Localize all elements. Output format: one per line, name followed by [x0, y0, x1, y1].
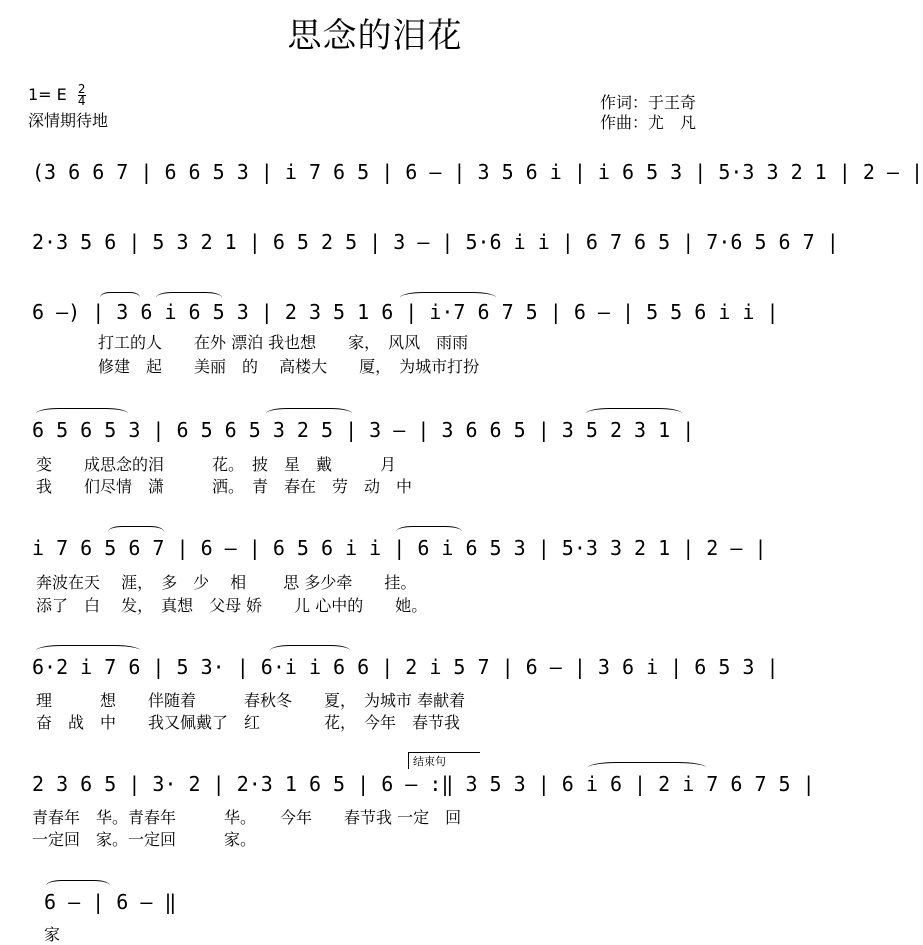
- slur: [36, 645, 140, 656]
- song-title: 思念的泪花: [287, 16, 463, 56]
- time-bottom: 4: [77, 94, 86, 108]
- score-row-4-lyrics-2: 我 们尽情 潇 洒。 青 春在 劳 动 中: [36, 477, 413, 496]
- score-row-6-lyrics-2: 奋 战 中 我又佩戴了 红 花， 今年 春节我: [36, 713, 461, 732]
- score-row-5-notes: i 7 6 5 6 7 | 6 – | 6 5 6 i i | 6 i 6 5 3 | 5·3 3 2 1 | 2 – |: [32, 536, 767, 560]
- tempo-expression: 深情期待地: [28, 111, 109, 130]
- time-signature: [78, 84, 86, 107]
- score-row-5-lyrics-1: 奔波在天 涯， 多 少 相 思 多少牵 挂。: [36, 573, 417, 592]
- score-row-5-lyrics-2: 添了 白 发， 真想 父母 娇 儿 心中的 她。: [36, 596, 428, 615]
- slur: [588, 762, 706, 773]
- slur: [108, 526, 164, 537]
- slur: [270, 645, 350, 656]
- composer: 作曲：尤 凡: [600, 113, 697, 132]
- slur: [100, 292, 140, 303]
- time-top: 2: [77, 82, 86, 96]
- slur: [400, 292, 496, 303]
- slur: [266, 408, 352, 419]
- score-row-2-notes: 2·3 5 6 | 5 3 2 1 | 6 5 2 5 | 3 – | 5·6 i i | 6 7 6 5 | 7·6 5 6 7 |: [32, 230, 839, 254]
- score-row-7-notes: 2 3 6 5 | 3· 2 | 2·3 1 6 5 | 6 – :‖ 3 5 3 | 6 i 6 | 2 i 7 6 7 5 |: [32, 772, 815, 796]
- slur: [36, 408, 128, 419]
- score-row-3-notes: 6 –) | 3 6 i 6 5 3 | 2 3 5 1 6 | i·7 6 7 5 | 6 – | 5 5 6 i i |: [32, 300, 779, 324]
- score-row-6-lyrics-1: 理 想 伴随着 春秋冬 夏， 为城市 奉献着: [36, 691, 466, 710]
- slur: [46, 880, 110, 891]
- score-row-4-notes: 6 5 6 5 3 | 6 5 6 5 3 2 5 | 3 – | 3 6 6 5 | 3 5 2 3 1 |: [32, 418, 695, 442]
- slur: [396, 526, 462, 537]
- score-row-3-lyrics-1: 打工的人 在外 漂泊 我也想 家， 风风 雨雨: [98, 333, 469, 352]
- score-row-6-notes: 6·2 i 7 6 | 5 3· | 6·i i 6 6 | 2 i 5 7 | 6 – | 3 6 i | 6 5 3 |: [32, 655, 779, 679]
- score-row-4-lyrics-1: 变 成思念的泪 花。 披 星 戴 月: [36, 455, 397, 474]
- score-row-8-notes: 6 – | 6 – ‖: [44, 890, 177, 914]
- key-signature: [28, 84, 86, 107]
- ending-bracket: 结束句: [408, 752, 480, 769]
- score-row-8-lyrics-1: 家: [44, 925, 61, 944]
- score-row-3-lyrics-2: 修建 起 美丽 的 高楼大 厦， 为城市打扮: [98, 357, 480, 376]
- key-label: 1= E: [28, 85, 67, 104]
- score-row-7-lyrics-1: 青春年 华。青春年 华。 今年 春节我 一定 回: [32, 808, 462, 827]
- slur: [586, 408, 682, 419]
- score-row-7-lyrics-2: 一定回 家。一定回 家。: [32, 830, 257, 849]
- score-row-1-notes: (3 6 6 7 | 6 6 5 3 | i 7 6 5 | 6 – | 3 5 6 i | i 6 5 3 | 5·3 3 2 1 | 2 – |: [32, 160, 923, 184]
- lyricist: 作词：于王奇: [600, 93, 697, 112]
- slur: [156, 292, 222, 303]
